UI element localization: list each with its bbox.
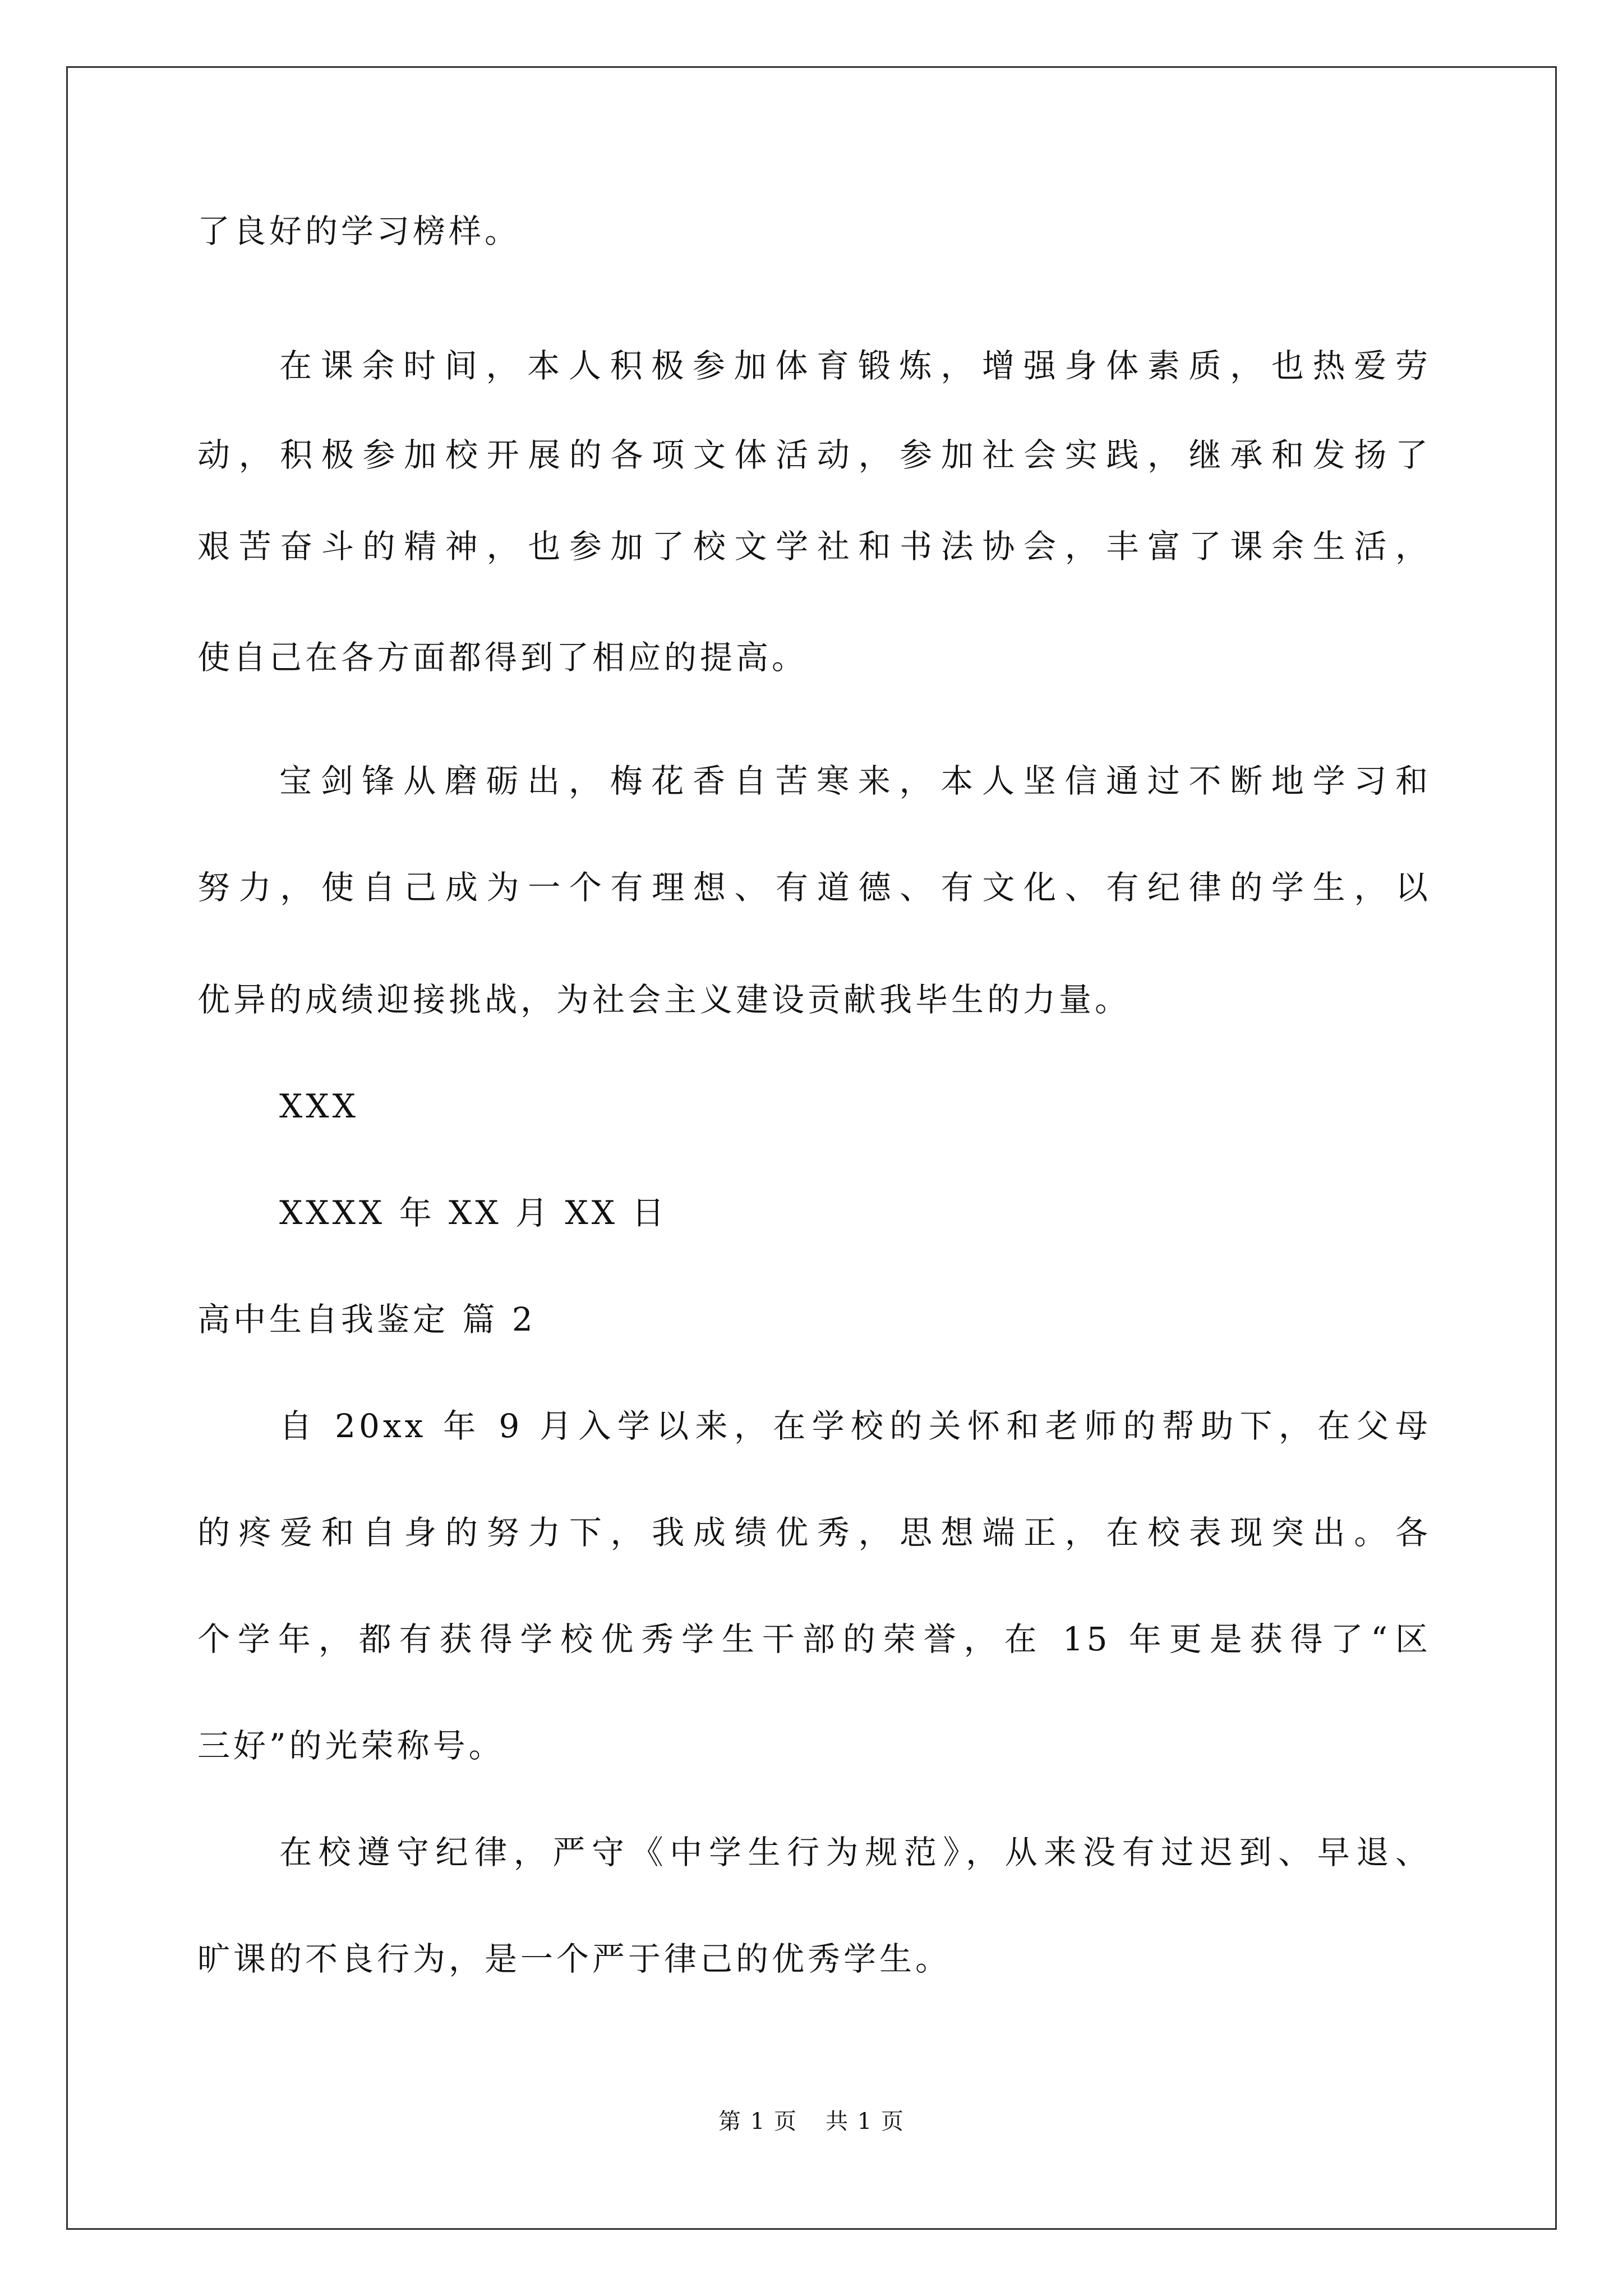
text-line: 动，积极参加校开展的各项文体活动，参加社会实践，继承和发扬了 bbox=[197, 436, 1431, 474]
page-border bbox=[66, 66, 1557, 2230]
text-line: 努力，使自己成为一个有理想、有道德、有文化、有纪律的学生，以 bbox=[197, 868, 1431, 907]
text-line: 个学年，都有获得学校优秀学生干部的荣誉，在 15 年更是获得了“区 bbox=[197, 1620, 1431, 1658]
text-line: 在校遵守纪律，严守《中学生行为规范》，从来没有过迟到、早退、 bbox=[279, 1833, 1431, 1871]
signature-name: XXX bbox=[279, 1087, 359, 1125]
text-line: 三好”的光荣称号。 bbox=[197, 1727, 505, 1765]
text-line: 了良好的学习榜样。 bbox=[197, 212, 521, 250]
section-heading: 高中生自我鉴定 篇 2 bbox=[197, 1300, 536, 1338]
text-line: 在课余时间，本人积极参加体育锻炼，增强身体素质，也热爱劳 bbox=[279, 347, 1431, 385]
text-line: 使自己在各方面都得到了相应的提高。 bbox=[197, 638, 808, 677]
page-total: 共 1 页 bbox=[826, 2109, 905, 2134]
text-line: 自 20xx 年 9 月入学以来，在学校的关怀和老师的帮助下，在父母 bbox=[279, 1407, 1431, 1445]
text-line: 宝剑锋从磨砺出，梅花香自苦寒来，本人坚信通过不断地学习和 bbox=[279, 762, 1431, 800]
page-footer bbox=[0, 2105, 1623, 2138]
text-line: 的疼爱和自身的努力下，我成绩优秀，思想端正，在校表现突出。各 bbox=[197, 1513, 1431, 1552]
text-line: 艰苦奋斗的精神，也参加了校文学社和书法协会，丰富了课余生活， bbox=[197, 527, 1431, 565]
signature-date: XXXX 年 XX 月 XX 日 bbox=[279, 1194, 668, 1232]
text-line: 旷课的不良行为，是一个严于律己的优秀学生。 bbox=[197, 1940, 952, 1978]
text-line: 优异的成绩迎接挑战，为社会主义建设贡献我毕生的力量。 bbox=[197, 981, 1131, 1019]
page-number: 第 1 页 bbox=[718, 2109, 797, 2134]
